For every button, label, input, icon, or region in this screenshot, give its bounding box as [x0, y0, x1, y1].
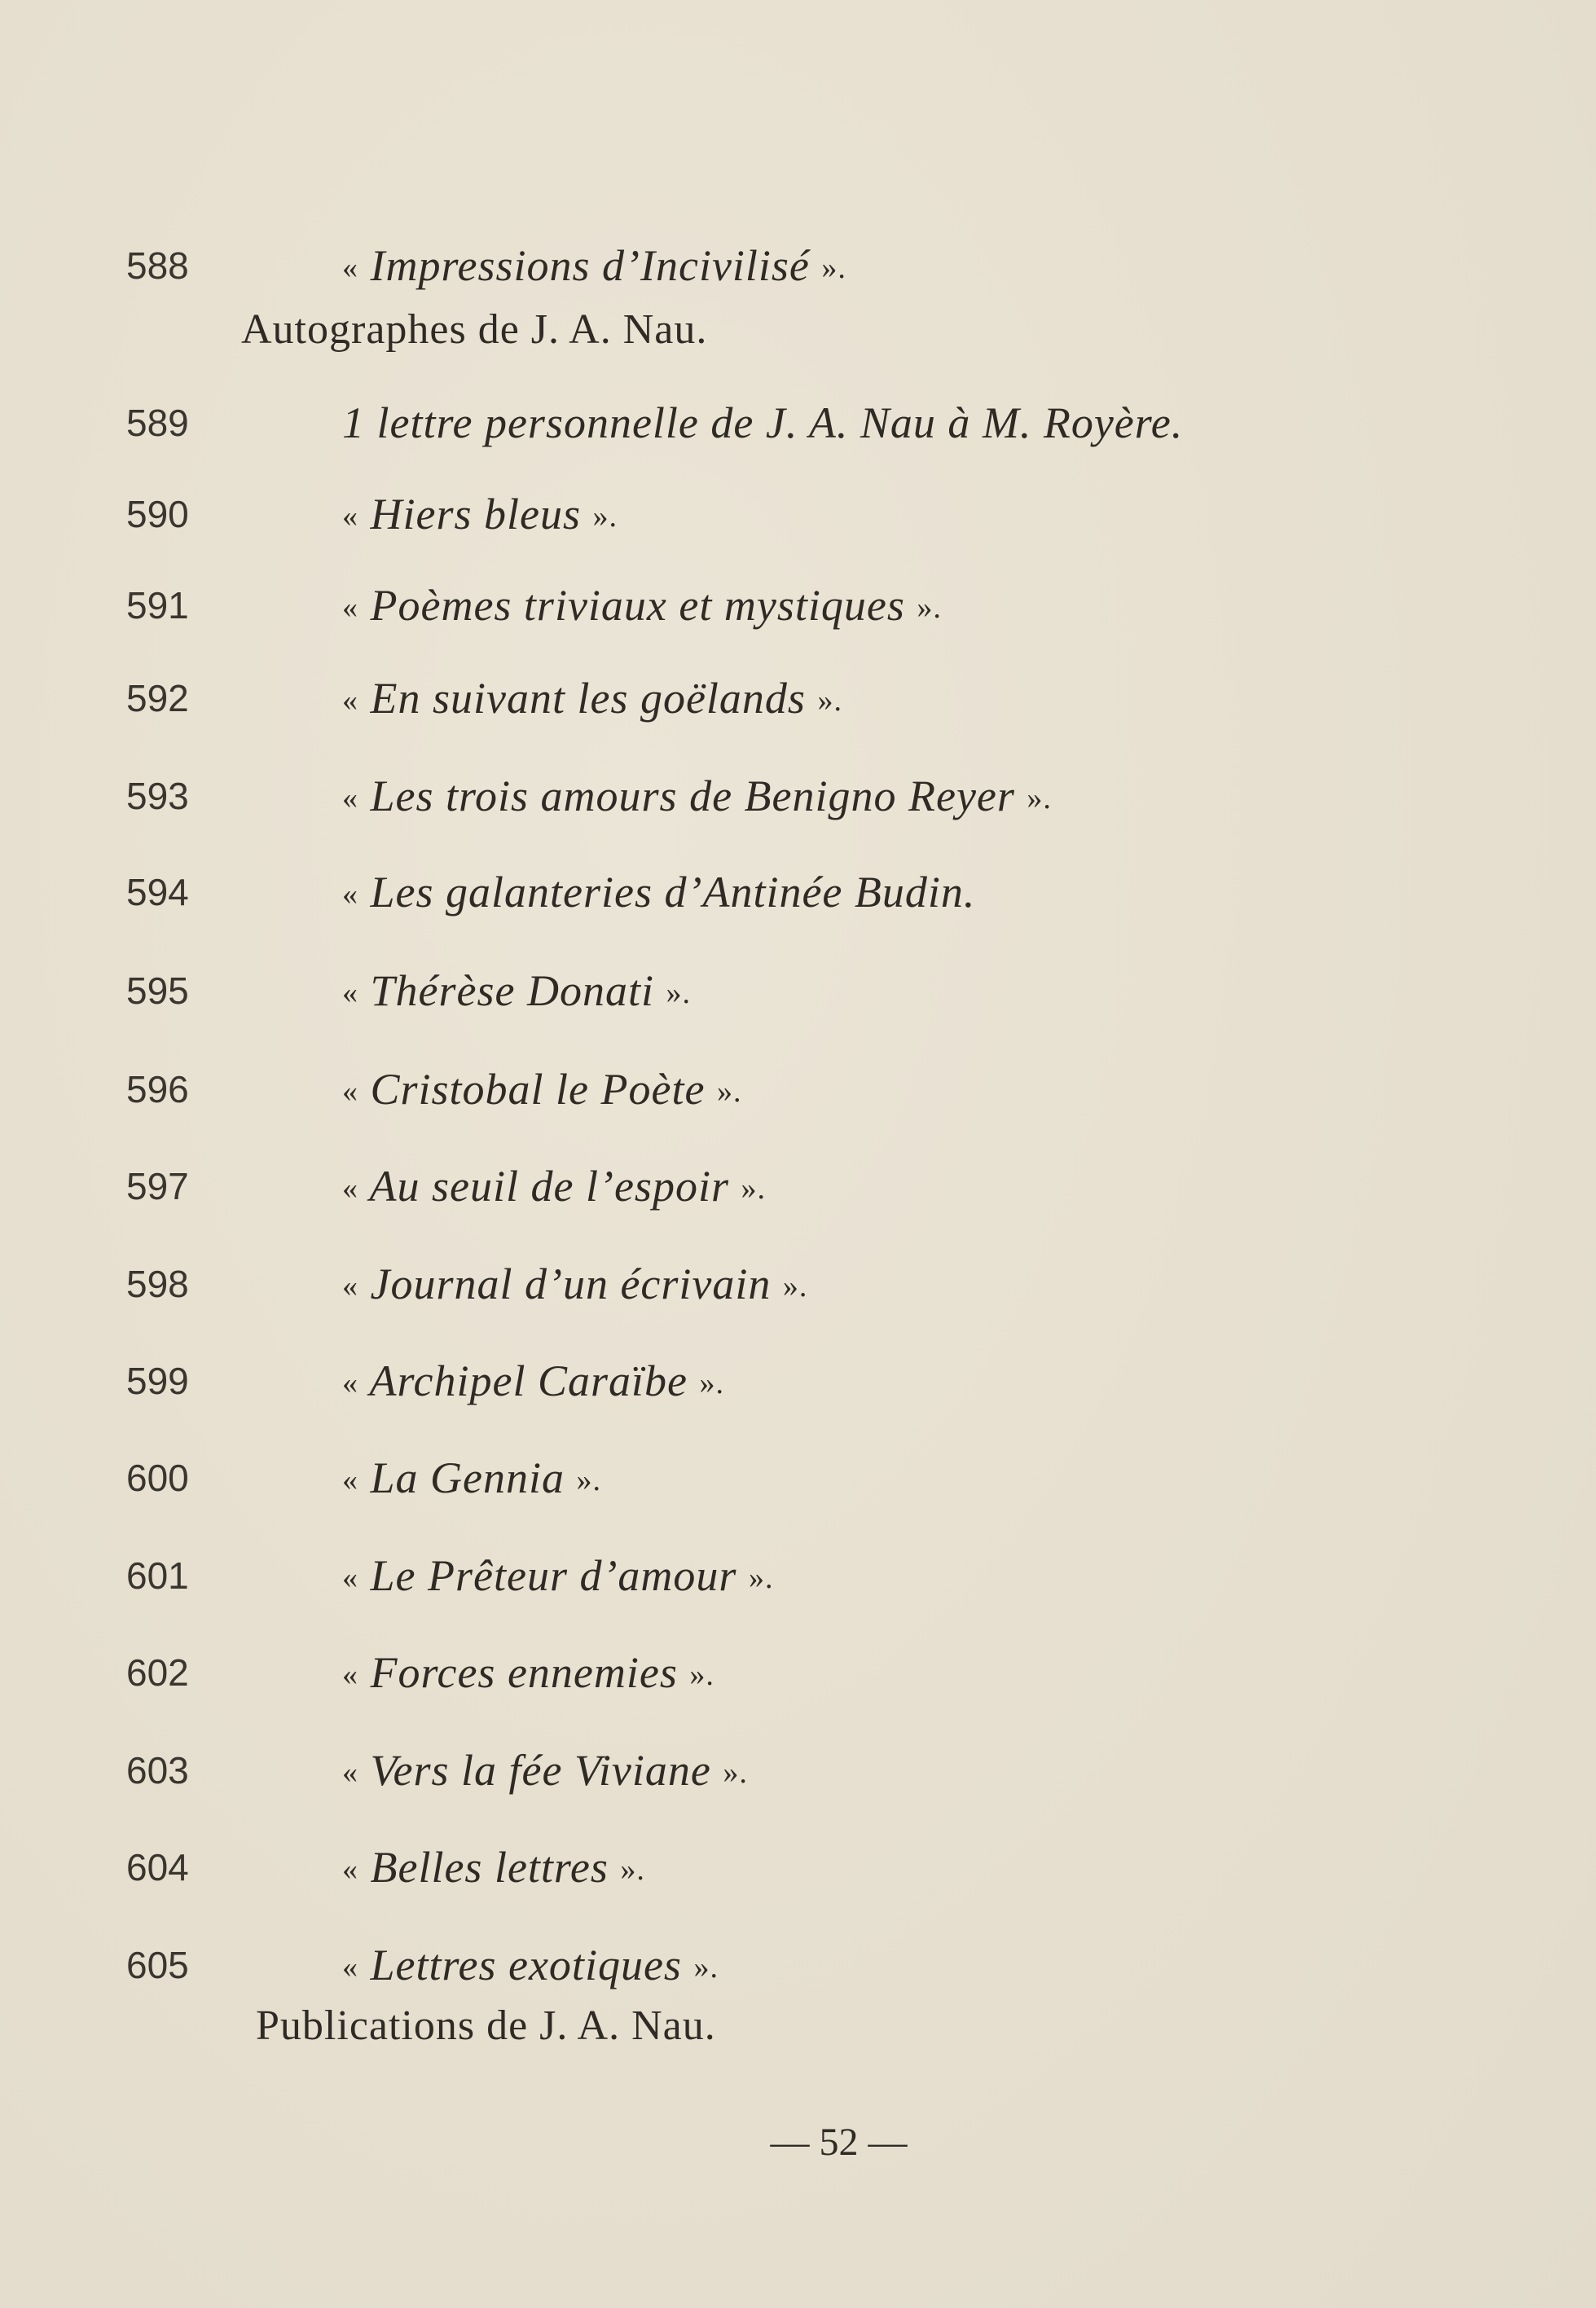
entry-number: 600 [126, 1457, 189, 1499]
entry-title [342, 763, 1052, 831]
list-item [0, 1057, 1596, 1122]
open-quote: « [342, 1366, 358, 1400]
entry-title [342, 1932, 719, 2000]
open-quote: « [342, 1561, 358, 1595]
list-item [0, 958, 1596, 1023]
open-quote: « [342, 1075, 358, 1109]
entry-number: 599 [126, 1360, 189, 1402]
entry-title-text: En suivant les goëlands [370, 674, 806, 723]
entry-title-text: Forces ennemies [370, 1648, 678, 1697]
list-item [0, 1251, 1596, 1317]
list-item [0, 1738, 1596, 1803]
close-quote: ». [576, 1463, 601, 1497]
close-quote: ». [917, 591, 942, 625]
list-item [0, 390, 1596, 455]
entry-number: 590 [126, 493, 189, 535]
close-quote: ». [716, 1075, 742, 1109]
entry-title [342, 1543, 773, 1611]
list-item [0, 573, 1596, 638]
list-item [0, 859, 1596, 925]
entry-title-text: Les galanteries d’Antinée Budin. [370, 868, 976, 917]
open-quote: « [342, 1269, 358, 1303]
entry-title-text: Thérèse Donati [370, 966, 654, 1015]
close-quote: ». [782, 1269, 808, 1303]
open-quote: « [342, 877, 358, 912]
section-heading-publications: Publications de J. A. Nau. [256, 2002, 716, 2049]
open-quote: « [342, 1950, 358, 1985]
open-quote: « [342, 591, 358, 625]
close-quote: ». [666, 976, 691, 1010]
close-quote: ». [821, 251, 846, 285]
close-quote: ». [817, 684, 842, 718]
section-heading-autographes: Autographes de J. A. Nau. [241, 306, 708, 353]
entry-title [342, 1640, 714, 1708]
close-quote: ». [693, 1950, 719, 1985]
entry-title-text: Impressions d’Incivilisé [370, 241, 810, 290]
open-quote: « [342, 781, 358, 815]
list-item [0, 233, 1596, 298]
entry-title [342, 481, 618, 549]
entry-number: 603 [126, 1749, 189, 1791]
open-quote: « [342, 499, 358, 534]
open-quote: « [342, 251, 358, 285]
close-quote: ». [620, 1853, 645, 1887]
entry-title [342, 666, 842, 733]
list-item [0, 1543, 1596, 1608]
list-item [0, 1445, 1596, 1510]
entry-title-text: 1 lettre personnelle de J. A. Nau à M. Royère. [342, 398, 1184, 447]
list-item [0, 666, 1596, 731]
entry-number: 605 [126, 1944, 189, 1986]
list-item [0, 481, 1596, 547]
entry-title [342, 233, 846, 301]
entry-title [342, 1835, 645, 1902]
entry-title-text: Lettres exotiques [370, 1941, 682, 1989]
close-quote: ». [741, 1172, 766, 1206]
entry-title [342, 573, 942, 640]
close-quote: ». [723, 1756, 748, 1790]
close-quote: ». [699, 1366, 724, 1400]
entry-title-text: Le Prêteur d’amour [370, 1551, 737, 1600]
entry-title-text: Poèmes triviaux et mystiques [370, 581, 905, 630]
entry-number: 601 [126, 1554, 189, 1597]
entry-number: 596 [126, 1068, 189, 1110]
entry-number: 589 [126, 402, 189, 444]
open-quote: « [342, 1463, 358, 1497]
open-quote: « [342, 684, 358, 718]
entry-title-text: Archipel Caraïbe [369, 1356, 688, 1405]
entry-title-text: Hiers bleus [370, 490, 581, 539]
entry-title [342, 1738, 748, 1805]
entry-title-text: Cristobal le Poète [370, 1065, 706, 1114]
entry-number: 591 [126, 584, 189, 626]
entry-number: 594 [126, 871, 189, 913]
entry-title [342, 958, 691, 1026]
close-quote: ». [592, 499, 618, 534]
close-quote: ». [1027, 781, 1052, 815]
entry-number: 592 [126, 677, 189, 719]
entry-title [342, 1154, 766, 1221]
entry-title-text: Au seuil de l’espoir [369, 1162, 729, 1211]
page-number: — 52 — [770, 2121, 908, 2164]
entry-title-text: La Gennia [370, 1453, 565, 1502]
open-quote: « [342, 1172, 358, 1206]
entry-title-text: Journal d’un écrivain [370, 1260, 772, 1308]
entry-title-text: Vers la fée Viviane [370, 1746, 711, 1795]
entry-number: 602 [126, 1651, 189, 1694]
entry-number: 593 [126, 775, 189, 817]
entry-number: 597 [126, 1165, 189, 1207]
entry-title [342, 1057, 741, 1124]
entry-title [342, 1251, 807, 1319]
entry-number: 588 [126, 244, 189, 287]
close-quote: ». [748, 1561, 774, 1595]
entry-number: 598 [126, 1263, 189, 1305]
entry-title-text: Les trois amours de Benigno Reyer [370, 772, 1015, 820]
entry-title [342, 1445, 601, 1513]
list-item [0, 1348, 1596, 1413]
list-item [0, 1640, 1596, 1705]
open-quote: « [342, 1756, 358, 1790]
entry-title [342, 859, 975, 927]
open-quote: « [342, 976, 358, 1010]
list-item [0, 763, 1596, 829]
close-quote: ». [689, 1658, 714, 1692]
open-quote: « [342, 1658, 358, 1692]
list-item [0, 1835, 1596, 1900]
entry-number: 595 [126, 969, 189, 1012]
list-item [0, 1932, 1596, 1998]
open-quote: « [342, 1853, 358, 1887]
entry-number: 604 [126, 1846, 189, 1888]
entry-title [342, 1348, 724, 1416]
list-item [0, 1154, 1596, 1219]
entry-title-text: Belles lettres [370, 1843, 609, 1892]
